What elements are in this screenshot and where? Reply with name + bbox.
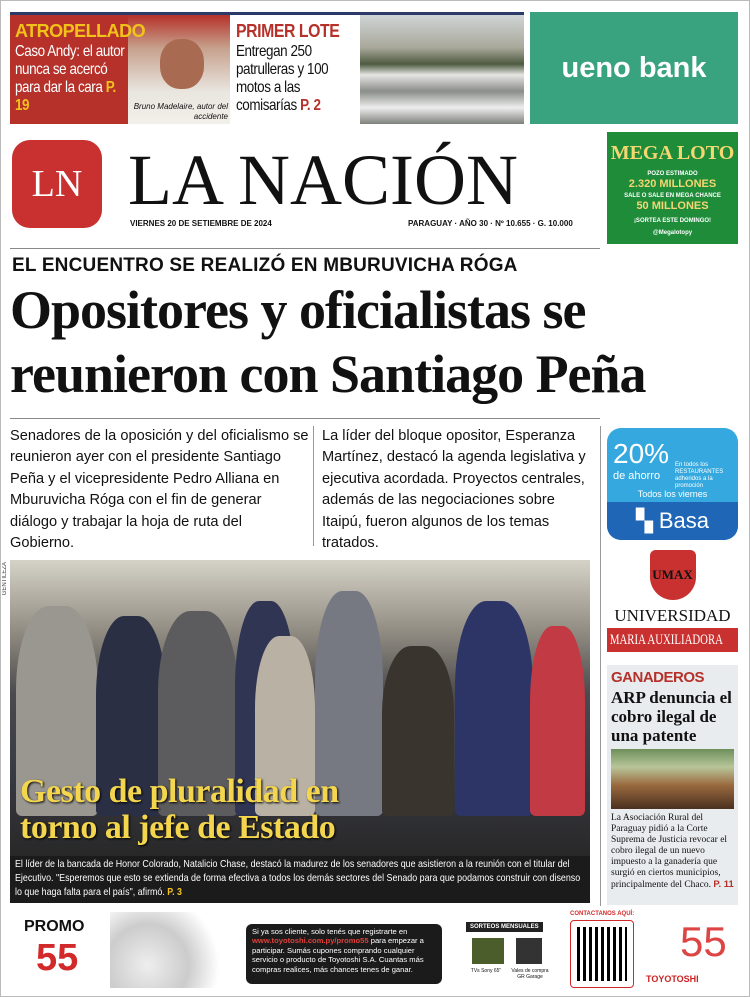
sale-label: SALE O SALE EN MEGA CHANCE [624, 193, 721, 199]
toyotoshi-logo: TOYOTOSHI [646, 974, 699, 984]
prize-1: TVs Sony 65" [470, 968, 502, 974]
voucher-image [516, 938, 542, 964]
column-divider [313, 426, 314, 546]
sorteo-text: ¡SORTEA ESTE DOMINGO! [633, 218, 712, 224]
side-headline: ARP denuncia el cobro ilegal de una patente [611, 688, 732, 745]
page-ref: P. 11 [713, 879, 734, 890]
pozo-amount: 2.320 MILLONES [628, 178, 717, 190]
lead-column-1: Senadores de la oposición y del oficialismo se reunieron ayer con el presidente Santiago Peña y el vicepresidente Pedro Alliana en Mburuvicha Róga con el fin de generar diálogo y trabajar la hoja de ruta del Gobierno. [10, 428, 309, 552]
ueno-bank-ad[interactable]: ueno bank [530, 12, 738, 124]
chance-amount: 50 MILLONES [636, 200, 709, 212]
promo-text-box [246, 924, 442, 984]
basa-brand [607, 502, 738, 540]
umax-line2: MARIA AUXILIADORA [609, 632, 723, 648]
teaser-kicker: ATROPELLADO [15, 21, 146, 41]
photo-credit: GENTILEZA [2, 562, 8, 596]
promo-text: Si ya sos cliente, solo tenés que registrarte en [252, 927, 408, 936]
restaurants-text: En todos los RESTAURANTES adheridos a la promoción [675, 462, 724, 489]
logo-text: LN [31, 163, 83, 205]
umax-ad[interactable] [607, 548, 738, 660]
portrait [160, 39, 204, 89]
basa-ad[interactable] [607, 428, 738, 540]
basa-logo-icon: ▚ [635, 508, 653, 533]
teaser-atropellado[interactable] [10, 12, 230, 124]
caption-block [15, 858, 584, 900]
cars-image [110, 912, 235, 988]
side-body: La Asociación Rural del Paraguay pidió a la Corte Suprema de Justicia revocar el cobro ilegal de un nuevo impuesto a la ganadería que surgió en ciertos municipios, principalmente del Chaco. [611, 813, 728, 890]
patrol-cars-photo [360, 12, 524, 124]
photo-caption [10, 856, 590, 903]
photo-caption: Bruno Madelaire, autor del accidente [133, 102, 228, 121]
promo-number: 55 [36, 937, 79, 979]
ln-logo [12, 140, 102, 228]
basa-name: Basa [658, 508, 710, 533]
discount-label: de ahorro [613, 470, 661, 482]
umax-shield-icon: UMAX [650, 550, 696, 600]
side-story[interactable] [607, 665, 738, 905]
discount-percent: 20% [613, 438, 670, 469]
days-text: Todos los viernes [637, 489, 708, 499]
sorteos-label: SORTEOS MENSUALES [466, 922, 543, 932]
megaloto-ad[interactable] [607, 132, 738, 244]
mega-logo: MEGA LOTO [610, 142, 735, 164]
masthead-title: LA NACIÓN [128, 140, 518, 220]
main-kicker: EL ENCUENTRO SE REALIZÓ EN MBURUVICHA RÓGA [12, 255, 518, 276]
tv-prize-image [472, 938, 504, 964]
lead-column-2: La líder del bloque opositor, Esperanza Martínez, destacó la agenda legislativa y ejecutiva acordada. Proyectos centrales, además de las negociaciones sobre Itaipú, fueron algunos de los temas tratados. [322, 428, 586, 552]
umax-line2-band [607, 628, 738, 652]
issue-info: PARAGUAY · AÑO 30 · Nº 10.655 · G. 10.000 [408, 219, 573, 228]
social-handle: @Megalotopy [652, 230, 693, 236]
teaser-primer-lote[interactable] [230, 12, 360, 124]
teaser-body: Entregan 250 patrulleras y 100 motos a las comisarías [236, 43, 329, 114]
promo-label: PROMO [24, 918, 85, 935]
teaser-body: Caso Andy: el autor nunca se acercó para dar la cara [15, 43, 125, 96]
pozo-label: POZO ESTIMADO [647, 171, 698, 177]
teaser-text [15, 43, 133, 115]
main-headline[interactable]: Opositores y oficialistas se reunieron con Santiago Peña [10, 280, 646, 404]
page-ref: P. 19 [15, 79, 116, 114]
teaser-kicker: PRIMER LOTE [236, 21, 340, 41]
toyotoshi-ad[interactable] [10, 910, 738, 990]
divider [10, 248, 600, 249]
qr-code-icon[interactable] [570, 920, 634, 988]
side-kicker: GANADEROS [611, 669, 705, 686]
divider [10, 418, 600, 419]
anniversary-number: 55 [680, 918, 727, 965]
promo-text-2: para empezar a participar. Sumás cupones comprando cualquier servicio o producto de Toyotoshi S.A. Cuantas más compras realices, más chances tenes de ganar. [252, 936, 424, 974]
cattle-photo [611, 749, 734, 809]
umax-line1: UNIVERSIDAD [614, 606, 731, 625]
side-text [611, 813, 737, 891]
dateline: VIERNES 20 DE SETIEMBRE DE 2024 [130, 219, 272, 228]
caption-text: El líder de la bancada de Honor Colorado, Natalicio Chase, destacó la madurez de los senadores que asistieron a la reunión con el titular del Ejecutivo. "Esperemos que esto se extienda de forma efectiva a todos los demás sectores del Senado para que podamos construir con disenso lo que haga falta para el país", afirmó. [15, 859, 581, 898]
contact-label: CONTACTANOS AQUÍ: [570, 911, 635, 917]
page-ref: P. 2 [300, 97, 321, 114]
promo-url[interactable]: www.toyotoshi.com.py/promo55 [252, 936, 369, 946]
page-ref: P. 3 [167, 887, 182, 898]
photo-title: Gesto de pluralidad en torno al jefe de Estado [20, 773, 339, 846]
teaser-text [236, 43, 355, 115]
prize-2: Vales de compra GR Garage [511, 968, 549, 980]
column-divider [600, 426, 601, 906]
main-photo [10, 560, 590, 856]
